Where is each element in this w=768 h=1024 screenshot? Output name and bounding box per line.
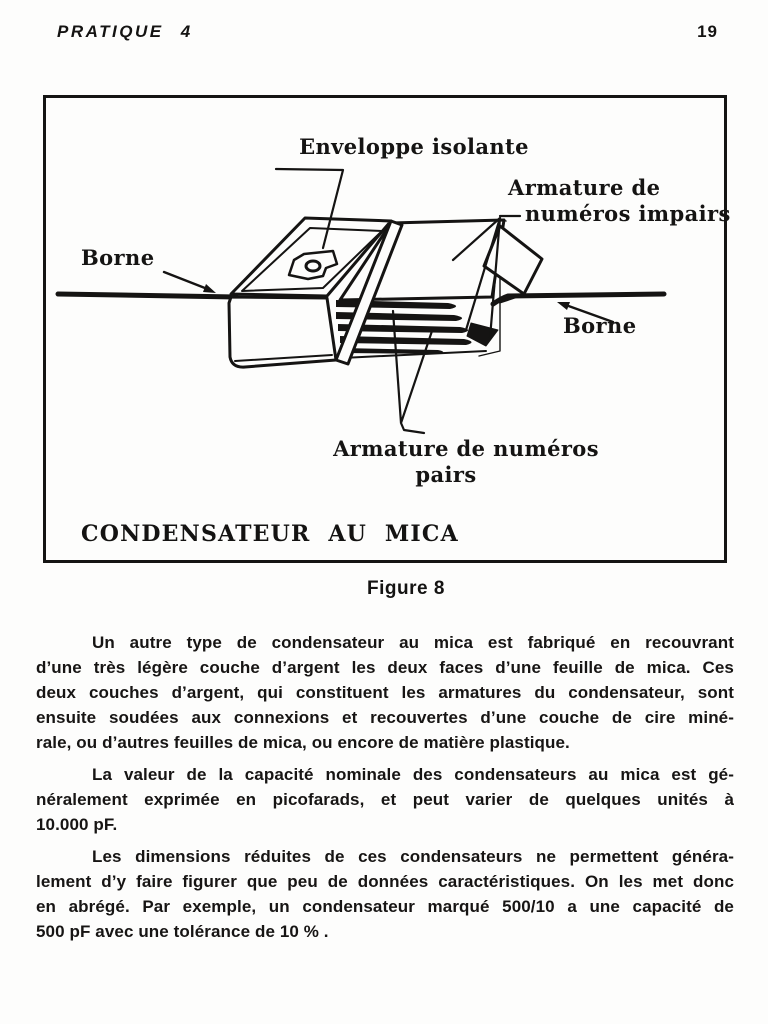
text-line: La valeur de la capacité nominale des condensateurs au mica est gé-: [92, 765, 734, 784]
figure-caption: Figure 8: [367, 578, 445, 599]
text-line: néralement exprimée en picofarads, et peut varier de quelques unités à: [36, 790, 734, 809]
lead-wire-left: [58, 294, 236, 297]
page-number: 19: [697, 22, 718, 41]
text-line: deux couches d’argent, qui constituent les armatures du condensateur, sont: [36, 683, 734, 702]
foil-joint: [467, 323, 498, 346]
label-enveloppe-isolante: Enveloppe isolante: [299, 134, 529, 159]
text-line: 10.000 pF.: [36, 815, 118, 834]
label-armature-pairs-line1: Armature de numéros: [333, 436, 599, 461]
borne-left-arrow: [164, 272, 216, 293]
paragraph: [36, 762, 734, 837]
figure-box-title: CONDENSATEUR AU MICA: [81, 521, 459, 547]
label-armature-impairs-line2: numéros impairs: [525, 201, 731, 226]
figure-box: [43, 95, 731, 563]
text-line: Les dimensions réduites de ces condensateurs ne permettent généra-: [92, 847, 734, 866]
label-armature-pairs-line2: pairs: [415, 462, 477, 487]
body-text: [36, 630, 734, 944]
text-line: rale, ou d’autres feuilles de mica, ou encore de matière plastique.: [36, 733, 570, 752]
text-line: en abrégé. Par exemple, un condensateur marqué 500/10 a une capacité de: [36, 897, 734, 916]
text-line: d’une très légère couche d’argent les deux faces d’une feuille de mica. Ces: [36, 658, 734, 677]
text-line: 500 pF avec une tolérance de 10 % .: [36, 922, 329, 941]
text-line: lement d’y faire figurer que peu de données caractéristiques. On les met donc: [36, 872, 734, 891]
label-armature-impairs-line1: Armature de: [508, 175, 661, 200]
paragraph: [36, 630, 734, 755]
text-line: ensuite soudées aux connexions et recouvertes d’une couche de cire miné-: [36, 708, 734, 727]
running-title: PRATIQUE 4: [57, 22, 193, 41]
label-borne-right: Borne: [563, 313, 637, 338]
paragraph: [36, 844, 734, 944]
text-line: Un autre type de condensateur au mica est fabriqué en recouvrant: [92, 633, 734, 652]
label-borne-left: Borne: [81, 245, 155, 270]
